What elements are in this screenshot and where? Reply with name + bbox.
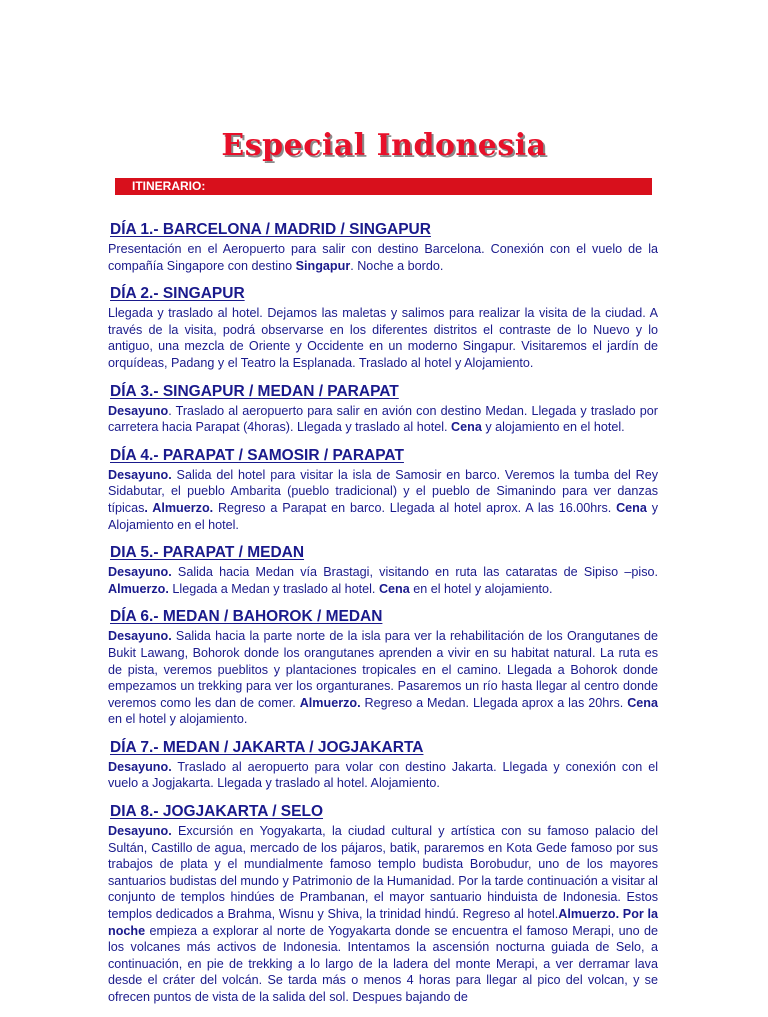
day-heading: DÍA 1.- BARCELONA / MADRID / SINGAPUR <box>110 221 431 238</box>
bold-text: Almuerzo. Por la noche <box>108 907 658 938</box>
day-heading: DIA 8.- JOGJAKARTA / SELO <box>110 803 324 821</box>
itinerary-day <box>108 383 658 436</box>
bold-text: Cena <box>627 695 658 710</box>
text-segment: Traslado al aeropuerto para volar con destino Jakarta. Llegada y conexión con el vuelo a Jogjakarta. Llegada y traslado al hotel. Alojamiento. <box>108 759 658 791</box>
day-heading: DÍA 3.- SINGAPUR / MEDAN / PARAPAT <box>110 382 399 400</box>
bold-text: Desayuno. <box>108 629 172 644</box>
text-segment: empieza a explorar al norte de Yogyakarta donde se encuentra el famoso Merapi, uno de los volcanes más activos de Indonesia. Intentamos la ascensión nocturna guiada de Selo, a continuación, en pie de trekking a lo largo de la ladera del monte Merapi, a ver derramar lava desde el cráter del volcán. Se tarda más o menos 4 horas para llegar al pico del volcan, y se ofrecen puntos de vista de la salida del sol. Despues bajando de <box>108 923 658 1004</box>
bold-text: Desayuno. <box>108 824 172 839</box>
text-segment: y Alojamiento en el hotel. <box>108 500 658 532</box>
day-description <box>108 823 658 1006</box>
day-description <box>108 467 658 533</box>
itinerary-day <box>108 739 658 792</box>
bold-text: Almuerzo. <box>299 695 361 710</box>
itinerary-day <box>108 803 658 1006</box>
text-segment: Salida hacia Medan vía Brastagi, visitando en ruta las cataratas de Sipiso –piso. <box>171 565 658 580</box>
itinerary-day <box>108 608 658 728</box>
text-segment: y alojamiento en el hotel. <box>481 420 625 435</box>
day-heading: DIA 5.- PARAPAT / MEDAN <box>110 544 305 562</box>
text-segment: Llegada a Medan y traslado al hotel. <box>168 581 379 596</box>
bold-text: Desayuno. <box>108 467 172 482</box>
bold-text: Singapur <box>295 258 351 273</box>
text-segment: Llegada y traslado al hotel. Dejamos las maletas y salimos para realizar la visita de la ciudad. A través de la visita, podrá observarse en los diferentes distritos el contraste de lo Nuevo y lo antiguo, una mezcla de Oriente y Occidente en un moderno Singapur. Visitaremos el jardín de orquídeas, Padang y el Teatro la Esplanada. Traslado al hotel y Alojamiento. <box>108 306 658 370</box>
itinerary-list <box>108 221 658 1017</box>
bold-text: . Almuerzo. <box>144 500 214 515</box>
text-segment: . Traslado al aeropuerto para salir en avión con destino Medan. Llegada y traslado por carretera hacia Parapat (4horas). Llegada y traslado al hotel. <box>108 403 658 435</box>
day-heading: DÍA 2.- SINGAPUR <box>110 285 245 303</box>
section-bar <box>115 178 652 195</box>
bold-text: Desayuno. <box>108 565 172 580</box>
day-description <box>108 628 658 728</box>
day-description <box>108 241 658 274</box>
text-segment: Excursión en Yogyakarta, la ciudad cultural y artística con su famoso palacio del Sultán, Castillo de agua, mercado de los pájaros, batik, pararemos en Kota Gede famoso por sus trabajos de plata y el mundialmente famoso templo budista Borobudur, uno de los mayores santuarios budistas del mundo y Patrimonio de la Humanidad. Por la tarde continuación a visitar al conjunto de templos hindúes de Prambanan, el mayor santuario hinduista de Indonesia. Estos templos dedicados a Brahma, Wisnu y Shiva, la trinidad hindú. Regreso al hotel. <box>108 824 658 922</box>
day-heading: DÍA 7.- MEDAN / JAKARTA / JOGJAKARTA <box>110 738 424 756</box>
page-title: Especial Indonesia <box>221 128 547 163</box>
bold-text: Desayuno. <box>108 759 172 774</box>
text-segment: Regreso a Parapat en barco. Llegada al hotel aprox. A las 16.00hrs. <box>213 500 617 515</box>
text-segment: Presentación en el Aeropuerto para salir con destino Barcelona. Conexión con el vuelo de la compañía Singapore con destino <box>108 242 658 273</box>
day-description <box>108 564 658 597</box>
text-segment: en el hotel y alojamiento. <box>108 712 248 727</box>
day-description <box>108 305 658 371</box>
day-heading: DÍA 6.- MEDAN / BAHOROK / MEDAN <box>110 608 383 626</box>
itinerary-day <box>108 447 658 533</box>
itinerary-day <box>108 221 658 274</box>
text-segment: Salida hacia la parte norte de la isla para ver la rehabilitación de los Orangutanes de Bukit Lawang, Bohorok donde los orangutanes aprenden a vivir en su habitat natural. La ruta es de pista, veremos pueblitos y plantaciones tropicales en el camino. Llegada a Bohorok donde empezamos un trekking para ver los organturanes. Pasaremos un río hasta llegar al centro donde veremos como les dan de comer. <box>108 629 658 710</box>
bold-text: Desayuno <box>108 403 169 418</box>
day-heading: DÍA 4.- PARAPAT / SAMOSIR / PARAPAT <box>110 446 404 464</box>
text-segment: en el hotel y alojamiento. <box>409 581 553 596</box>
bold-text: Cena <box>378 581 410 596</box>
text-segment: . Noche a bordo. <box>350 258 444 273</box>
day-description <box>108 759 658 792</box>
bold-text: Almuerzo. <box>108 581 169 596</box>
text-segment: Salida del hotel para visitar la isla de Samosir en barco. Veremos la tumba del Rey Sidabutar, el pueblo Ambarita (pueblo tradicional) y el pueblo de Simanindo para ver danzas típicas <box>108 467 658 515</box>
itinerary-day <box>108 544 658 597</box>
bold-text: Cena <box>451 420 482 435</box>
day-description <box>108 403 658 436</box>
itinerary-day <box>108 285 658 371</box>
bold-text: Cena <box>616 500 647 515</box>
text-segment: Regreso a Medan. Llegada aprox a las 20hrs. <box>360 695 628 710</box>
section-bar-label: ITINERARIO: <box>132 179 206 193</box>
